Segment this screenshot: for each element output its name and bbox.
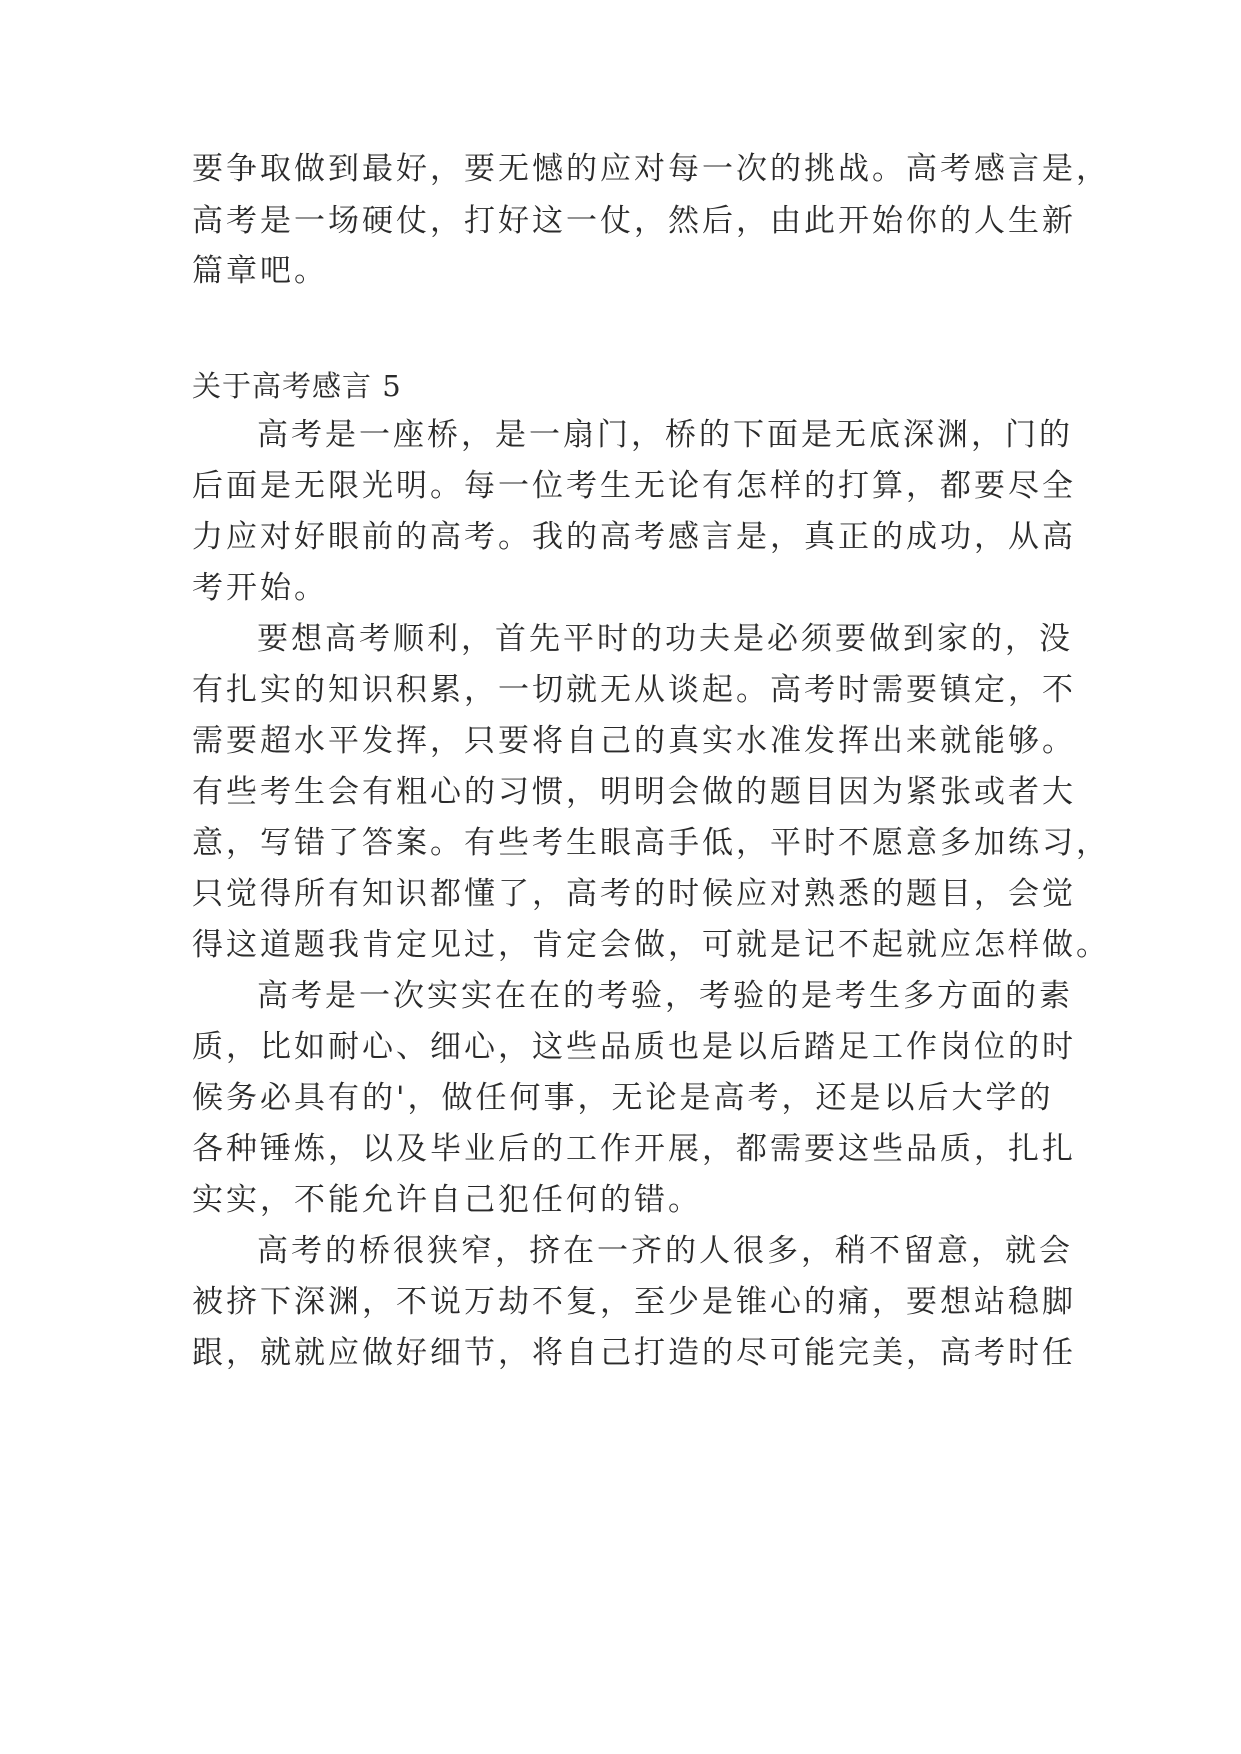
text-line: 篇章吧。: [192, 253, 328, 289]
text-line: 候务必具有的'，做任何事，无论是高考，还是以后大学的: [192, 1080, 1054, 1116]
text-line: 意，写错了答案。有些考生眼高手低，平时不愿意多加练习，: [192, 825, 1110, 861]
text-line: 只觉得所有知识都懂了，高考的时候应对熟悉的题目，会觉: [192, 876, 1076, 912]
text-line: 要想高考顺利，首先平时的功夫是必须要做到家的，没: [257, 621, 1073, 657]
text-line: 高考是一座桥，是一扇门，桥的下面是无底深渊，门的: [257, 417, 1073, 453]
text-line: 有些考生会有粗心的习惯，明明会做的题目因为紧张或者大: [192, 774, 1076, 810]
text-line: 有扎实的知识积累，一切就无从谈起。高考时需要镇定，不: [192, 672, 1076, 708]
text-line: 实实，不能允许自己犯任何的错。: [192, 1182, 702, 1218]
text-line: 考开始。: [192, 570, 328, 606]
text-line: 高考是一次实实在在的考验，考验的是考生多方面的素: [257, 978, 1073, 1014]
text-line: 被挤下深渊，不说万劫不复，至少是锥心的痛，要想站稳脚: [192, 1284, 1076, 1320]
text-line: 要争取做到最好，要无憾的应对每一次的挑战。高考感言是，: [192, 151, 1110, 187]
text-line: 跟，就就应做好细节，将自己打造的尽可能完美，高考时任: [192, 1335, 1076, 1371]
text-line: 力应对好眼前的高考。我的高考感言是，真正的成功，从高: [192, 519, 1076, 555]
text-line: 得这道题我肯定见过，肯定会做，可就是记不起就应怎样做。: [192, 927, 1110, 963]
text-line: 高考是一场硬仗，打好这一仗，然后，由此开始你的人生新: [192, 203, 1076, 239]
text-line: 质，比如耐心、细心，这些品质也是以后踏足工作岗位的时: [192, 1029, 1076, 1065]
text-line: 高考的桥很狭窄，挤在一齐的人很多，稍不留意，就会: [257, 1233, 1073, 1269]
text-line: 需要超水平发挥，只要将自己的真实水准发挥出来就能够。: [192, 723, 1076, 759]
section-heading: 关于高考感言 5: [192, 369, 402, 403]
text-line: 后面是无限光明。每一位考生无论有怎样的打算，都要尽全: [192, 468, 1076, 504]
text-line: 各种锤炼，以及毕业后的工作开展，都需要这些品质，扎扎: [192, 1131, 1076, 1167]
